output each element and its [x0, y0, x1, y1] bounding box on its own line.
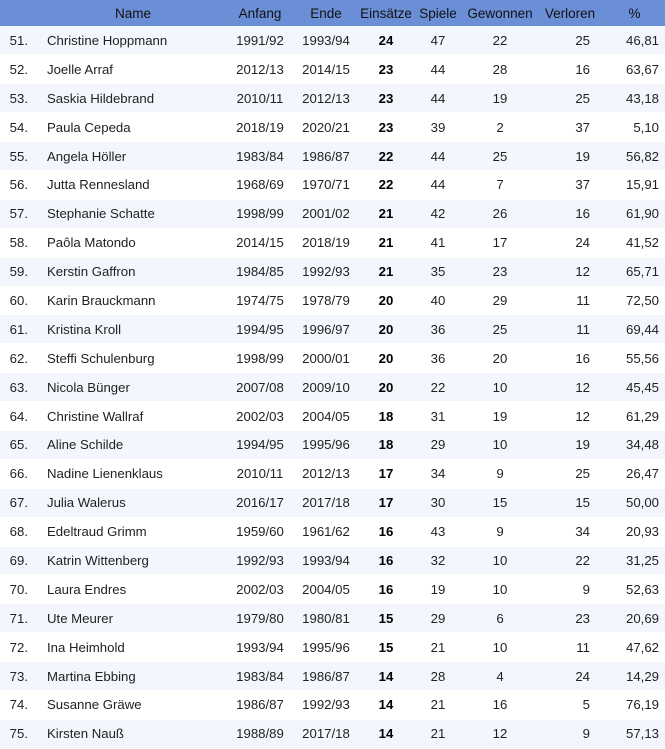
cell-gewonnen: 9	[496, 466, 504, 482]
table-row	[0, 546, 665, 575]
cell-prozent: 43,18	[625, 90, 659, 106]
cell-spiele: 29	[430, 610, 446, 626]
cell-einsaetze: 17	[378, 495, 394, 511]
cell-rank: 61.	[9, 321, 28, 337]
table-row	[0, 344, 665, 373]
cell-gewonnen: 10	[492, 581, 508, 597]
cell-anfang: 2018/19	[236, 119, 284, 135]
cell-einsaetze: 23	[378, 119, 394, 135]
cell-einsaetze: 24	[378, 32, 394, 48]
cell-name: Kristina Kroll	[47, 321, 122, 337]
cell-anfang: 1984/85	[236, 264, 284, 280]
cell-einsaetze: 16	[378, 552, 394, 568]
cell-ende: 2020/21	[302, 119, 350, 135]
cell-anfang: 1998/99	[236, 350, 284, 366]
cell-gewonnen: 10	[492, 437, 508, 453]
cell-spiele: 44	[430, 177, 446, 193]
cell-rank: 65.	[9, 437, 28, 453]
cell-ende: 1970/71	[302, 177, 350, 193]
header-spiele[interactable]: Spiele	[419, 5, 457, 21]
table-row	[0, 719, 665, 748]
cell-anfang: 1994/95	[236, 437, 284, 453]
cell-prozent: 76,19	[625, 697, 659, 713]
cell-gewonnen: 15	[492, 495, 508, 511]
cell-verloren: 11	[576, 292, 590, 308]
table-row	[0, 84, 665, 113]
cell-rank: 63.	[9, 379, 28, 395]
cell-rank: 66.	[9, 466, 28, 482]
cell-verloren: 9	[582, 726, 590, 742]
cell-rank: 73.	[9, 668, 28, 684]
cell-prozent: 69,44	[625, 321, 659, 337]
cell-name: Stephanie Schatte	[47, 206, 155, 222]
cell-ende: 1986/87	[302, 668, 350, 684]
cell-ende: 1980/81	[302, 610, 350, 626]
cell-rank: 56.	[9, 177, 28, 193]
header-ende[interactable]: Ende	[310, 5, 342, 21]
cell-rank: 64.	[9, 408, 28, 424]
cell-rank: 69.	[9, 552, 28, 568]
cell-verloren: 19	[575, 148, 590, 164]
cell-einsaetze: 18	[378, 408, 394, 424]
cell-gewonnen: 25	[492, 321, 508, 337]
table-row	[0, 662, 665, 691]
cell-einsaetze: 18	[378, 437, 394, 453]
cell-name: Paôla Matondo	[47, 235, 136, 251]
cell-verloren: 11	[576, 321, 590, 337]
cell-verloren: 16	[575, 350, 590, 366]
cell-gewonnen: 26	[492, 206, 508, 222]
table-row	[0, 113, 665, 142]
cell-anfang: 2002/03	[236, 581, 284, 597]
table-row	[0, 459, 665, 488]
cell-einsaetze: 21	[378, 264, 394, 280]
cell-gewonnen: 12	[492, 726, 508, 742]
table-row	[0, 286, 665, 315]
cell-prozent: 56,82	[625, 148, 659, 164]
cell-prozent: 26,47	[625, 466, 659, 482]
cell-gewonnen: 7	[496, 177, 504, 193]
cell-prozent: 45,45	[625, 379, 659, 395]
cell-ende: 1992/93	[302, 697, 350, 713]
cell-prozent: 20,93	[625, 524, 659, 540]
cell-spiele: 21	[430, 726, 446, 742]
cell-prozent: 31,25	[625, 552, 659, 568]
cell-verloren: 16	[575, 206, 590, 222]
cell-rank: 59.	[9, 264, 28, 280]
cell-anfang: 1998/99	[236, 206, 284, 222]
cell-rank: 71.	[9, 610, 28, 626]
cell-name: Kirsten Nauß	[47, 726, 124, 742]
cell-name: Julia Walerus	[47, 495, 126, 511]
cell-einsaetze: 14	[378, 668, 394, 684]
cell-gewonnen: 19	[492, 408, 508, 424]
cell-name: Christine Wallraf	[47, 408, 144, 424]
cell-anfang: 1983/84	[236, 668, 284, 684]
cell-ende: 2017/18	[302, 726, 350, 742]
cell-name: Nadine Lienenklaus	[47, 466, 163, 482]
cell-ende: 1993/94	[302, 32, 350, 48]
cell-name: Edeltraud Grimm	[47, 524, 147, 540]
cell-name: Ina Heimhold	[47, 639, 125, 655]
cell-anfang: 1979/80	[236, 610, 284, 626]
cell-verloren: 16	[575, 61, 590, 77]
cell-prozent: 14,29	[625, 668, 659, 684]
cell-anfang: 1959/60	[236, 524, 284, 540]
cell-rank: 68.	[9, 524, 28, 540]
cell-ende: 2004/05	[302, 581, 350, 597]
cell-ende: 2000/01	[302, 350, 350, 366]
cell-anfang: 2016/17	[236, 495, 284, 511]
cell-spiele: 21	[430, 697, 446, 713]
cell-ende: 1986/87	[302, 148, 350, 164]
cell-prozent: 34,48	[625, 437, 659, 453]
cell-gewonnen: 20	[492, 350, 508, 366]
table-row	[0, 142, 665, 171]
cell-ende: 1978/79	[302, 292, 350, 308]
cell-einsaetze: 16	[378, 581, 394, 597]
cell-name: Ute Meurer	[47, 610, 113, 626]
cell-verloren: 12	[575, 264, 590, 280]
cell-rank: 57.	[9, 206, 28, 222]
cell-name: Steffi Schulenburg	[47, 350, 155, 366]
cell-verloren: 19	[575, 437, 590, 453]
cell-spiele: 35	[430, 264, 446, 280]
cell-spiele: 40	[430, 292, 446, 308]
cell-einsaetze: 20	[378, 350, 394, 366]
cell-anfang: 1991/92	[236, 32, 284, 48]
cell-spiele: 28	[430, 668, 446, 684]
cell-rank: 60.	[9, 292, 28, 308]
cell-einsaetze: 22	[378, 148, 394, 164]
cell-spiele: 34	[430, 466, 446, 482]
cell-name: Nicola Bünger	[47, 379, 130, 395]
cell-gewonnen: 22	[492, 32, 508, 48]
cell-ende: 2017/18	[302, 495, 350, 511]
cell-gewonnen: 28	[492, 61, 508, 77]
table-row	[0, 199, 665, 228]
cell-prozent: 20,69	[625, 610, 659, 626]
cell-anfang: 1988/89	[236, 726, 284, 742]
cell-ende: 2009/10	[302, 379, 350, 395]
header-name[interactable]: Name	[114, 5, 151, 21]
cell-anfang: 1983/84	[236, 148, 284, 164]
table-row	[0, 26, 665, 55]
table-row	[0, 228, 665, 257]
cell-name: Christine Hoppmann	[47, 32, 168, 48]
cell-spiele: 31	[430, 408, 446, 424]
cell-einsaetze: 23	[378, 90, 394, 106]
cell-gewonnen: 25	[492, 148, 508, 164]
cell-ende: 1995/96	[302, 639, 350, 655]
cell-prozent: 47,62	[625, 639, 659, 655]
header-verloren[interactable]: Verloren	[544, 5, 596, 21]
cell-anfang: 1986/87	[236, 697, 284, 713]
cell-rank: 54.	[9, 119, 28, 135]
cell-rank: 51.	[9, 32, 28, 48]
table-row	[0, 55, 665, 84]
table-row	[0, 373, 665, 402]
cell-rank: 67.	[9, 495, 28, 511]
cell-name: Karin Brauckmann	[47, 292, 156, 308]
cell-prozent: 65,71	[625, 264, 659, 280]
table-row	[0, 604, 665, 633]
cell-verloren: 37	[575, 119, 590, 135]
cell-ende: 2012/13	[302, 90, 350, 106]
cell-prozent: 52,63	[625, 581, 659, 597]
cell-spiele: 44	[430, 61, 446, 77]
table-row	[0, 315, 665, 344]
cell-spiele: 36	[430, 350, 446, 366]
cell-prozent: 50,00	[625, 495, 659, 511]
cell-prozent: 55,56	[625, 350, 659, 366]
cell-prozent: 46,81	[625, 32, 659, 48]
table-row	[0, 170, 665, 199]
table-header-row	[0, 0, 665, 26]
table-row	[0, 257, 665, 286]
cell-spiele: 36	[430, 321, 446, 337]
cell-verloren: 22	[575, 552, 590, 568]
cell-gewonnen: 16	[492, 697, 508, 713]
cell-ende: 1961/62	[302, 524, 350, 540]
cell-gewonnen: 9	[496, 524, 504, 540]
cell-anfang: 1974/75	[236, 292, 284, 308]
cell-prozent: 41,52	[625, 235, 659, 251]
cell-verloren: 34	[575, 524, 590, 540]
cell-name: Katrin Wittenberg	[47, 552, 149, 568]
cell-verloren: 37	[575, 177, 590, 193]
table-row	[0, 575, 665, 604]
header-gewonnen[interactable]: Gewonnen	[467, 5, 533, 21]
cell-rank: 53.	[9, 90, 28, 106]
cell-verloren: 9	[582, 581, 590, 597]
cell-ende: 1992/93	[302, 264, 350, 280]
table-row	[0, 402, 665, 431]
cell-prozent: 72,50	[625, 292, 659, 308]
cell-einsaetze: 20	[378, 321, 394, 337]
cell-name: Joelle Arraf	[47, 61, 113, 77]
cell-rank: 62.	[9, 350, 28, 366]
cell-gewonnen: 2	[496, 119, 504, 135]
cell-spiele: 39	[430, 119, 446, 135]
cell-verloren: 25	[575, 466, 590, 482]
cell-einsaetze: 22	[378, 177, 394, 193]
cell-spiele: 41	[430, 235, 446, 251]
cell-verloren: 24	[575, 235, 590, 251]
header-rank	[0, 0, 38, 26]
header-prozent[interactable]: %	[628, 5, 641, 21]
cell-name: Susanne Gräwe	[47, 697, 142, 713]
cell-gewonnen: 10	[492, 552, 508, 568]
cell-einsaetze: 16	[378, 524, 394, 540]
cell-gewonnen: 10	[492, 379, 508, 395]
cell-name: Aline Schilde	[47, 437, 124, 453]
cell-anfang: 2010/11	[236, 90, 284, 106]
cell-verloren: 24	[575, 668, 590, 684]
cell-spiele: 29	[430, 437, 446, 453]
cell-einsaetze: 15	[378, 610, 394, 626]
cell-rank: 74.	[9, 697, 28, 713]
cell-einsaetze: 20	[378, 292, 394, 308]
cell-verloren: 25	[575, 90, 590, 106]
cell-spiele: 19	[430, 581, 446, 597]
cell-name: Paula Cepeda	[47, 119, 131, 135]
cell-verloren: 11	[576, 639, 590, 655]
cell-rank: 72.	[9, 639, 28, 655]
cell-gewonnen: 29	[492, 292, 508, 308]
cell-name: Angela Höller	[47, 148, 127, 164]
cell-spiele: 43	[430, 524, 446, 540]
cell-spiele: 44	[430, 90, 446, 106]
cell-ende: 2012/13	[302, 466, 350, 482]
cell-einsaetze: 21	[378, 206, 394, 222]
cell-verloren: 12	[575, 379, 590, 395]
cell-ende: 2014/15	[302, 61, 350, 77]
header-einsaetze[interactable]: Einsätze	[360, 5, 412, 21]
cell-einsaetze: 23	[378, 61, 394, 77]
cell-rank: 55.	[9, 148, 28, 164]
cell-anfang: 1968/69	[236, 177, 284, 193]
cell-verloren: 5	[582, 697, 590, 713]
cell-prozent: 61,90	[625, 206, 659, 222]
cell-prozent: 61,29	[625, 408, 659, 424]
cell-spiele: 30	[430, 495, 446, 511]
cell-prozent: 63,67	[625, 61, 659, 77]
cell-rank: 58.	[9, 235, 28, 251]
cell-verloren: 25	[575, 32, 590, 48]
cell-prozent: 15,91	[625, 177, 659, 193]
table-body	[0, 26, 665, 748]
cell-ende: 1996/97	[302, 321, 350, 337]
cell-prozent: 5,10	[633, 119, 659, 135]
cell-spiele: 44	[430, 148, 446, 164]
table-row	[0, 633, 665, 662]
cell-gewonnen: 6	[496, 610, 504, 626]
cell-name: Saskia Hildebrand	[47, 90, 155, 106]
cell-ende: 1993/94	[302, 552, 350, 568]
cell-spiele: 47	[430, 32, 446, 48]
cell-anfang: 1992/93	[236, 552, 284, 568]
cell-anfang: 2014/15	[236, 235, 284, 251]
cell-name: Martina Ebbing	[47, 668, 136, 684]
cell-ende: 2018/19	[302, 235, 350, 251]
cell-spiele: 21	[430, 639, 446, 655]
cell-einsaetze: 21	[378, 235, 394, 251]
header-anfang[interactable]: Anfang	[238, 5, 282, 21]
cell-name: Laura Endres	[47, 581, 127, 597]
cell-einsaetze: 15	[378, 639, 394, 655]
cell-rank: 75.	[9, 726, 28, 742]
cell-prozent: 57,13	[625, 726, 659, 742]
cell-anfang: 2012/13	[236, 61, 284, 77]
cell-anfang: 2002/03	[236, 408, 284, 424]
table-row	[0, 488, 665, 517]
cell-einsaetze: 17	[378, 466, 394, 482]
table-row	[0, 690, 665, 719]
cell-name: Jutta Rennesland	[47, 177, 150, 193]
table-row	[0, 517, 665, 546]
cell-spiele: 42	[430, 206, 446, 222]
cell-einsaetze: 20	[378, 379, 394, 395]
cell-rank: 52.	[9, 61, 28, 77]
cell-anfang: 2010/11	[236, 466, 284, 482]
cell-anfang: 1994/95	[236, 321, 284, 337]
table-row	[0, 430, 665, 459]
cell-verloren: 15	[575, 495, 590, 511]
cell-gewonnen: 23	[492, 264, 508, 280]
cell-gewonnen: 17	[492, 235, 508, 251]
cell-spiele: 22	[430, 379, 446, 395]
cell-gewonnen: 4	[496, 668, 504, 684]
cell-gewonnen: 19	[492, 90, 508, 106]
cell-spiele: 32	[430, 552, 446, 568]
cell-einsaetze: 14	[378, 697, 394, 713]
cell-anfang: 1993/94	[236, 639, 284, 655]
cell-verloren: 23	[575, 610, 590, 626]
cell-einsaetze: 14	[378, 726, 394, 742]
cell-anfang: 2007/08	[236, 379, 284, 395]
cell-ende: 2001/02	[302, 206, 350, 222]
cell-gewonnen: 10	[492, 639, 508, 655]
cell-rank: 70.	[9, 581, 28, 597]
cell-name: Kerstin Gaffron	[47, 264, 136, 280]
cell-verloren: 12	[575, 408, 590, 424]
cell-ende: 1995/96	[302, 437, 350, 453]
cell-ende: 2004/05	[302, 408, 350, 424]
